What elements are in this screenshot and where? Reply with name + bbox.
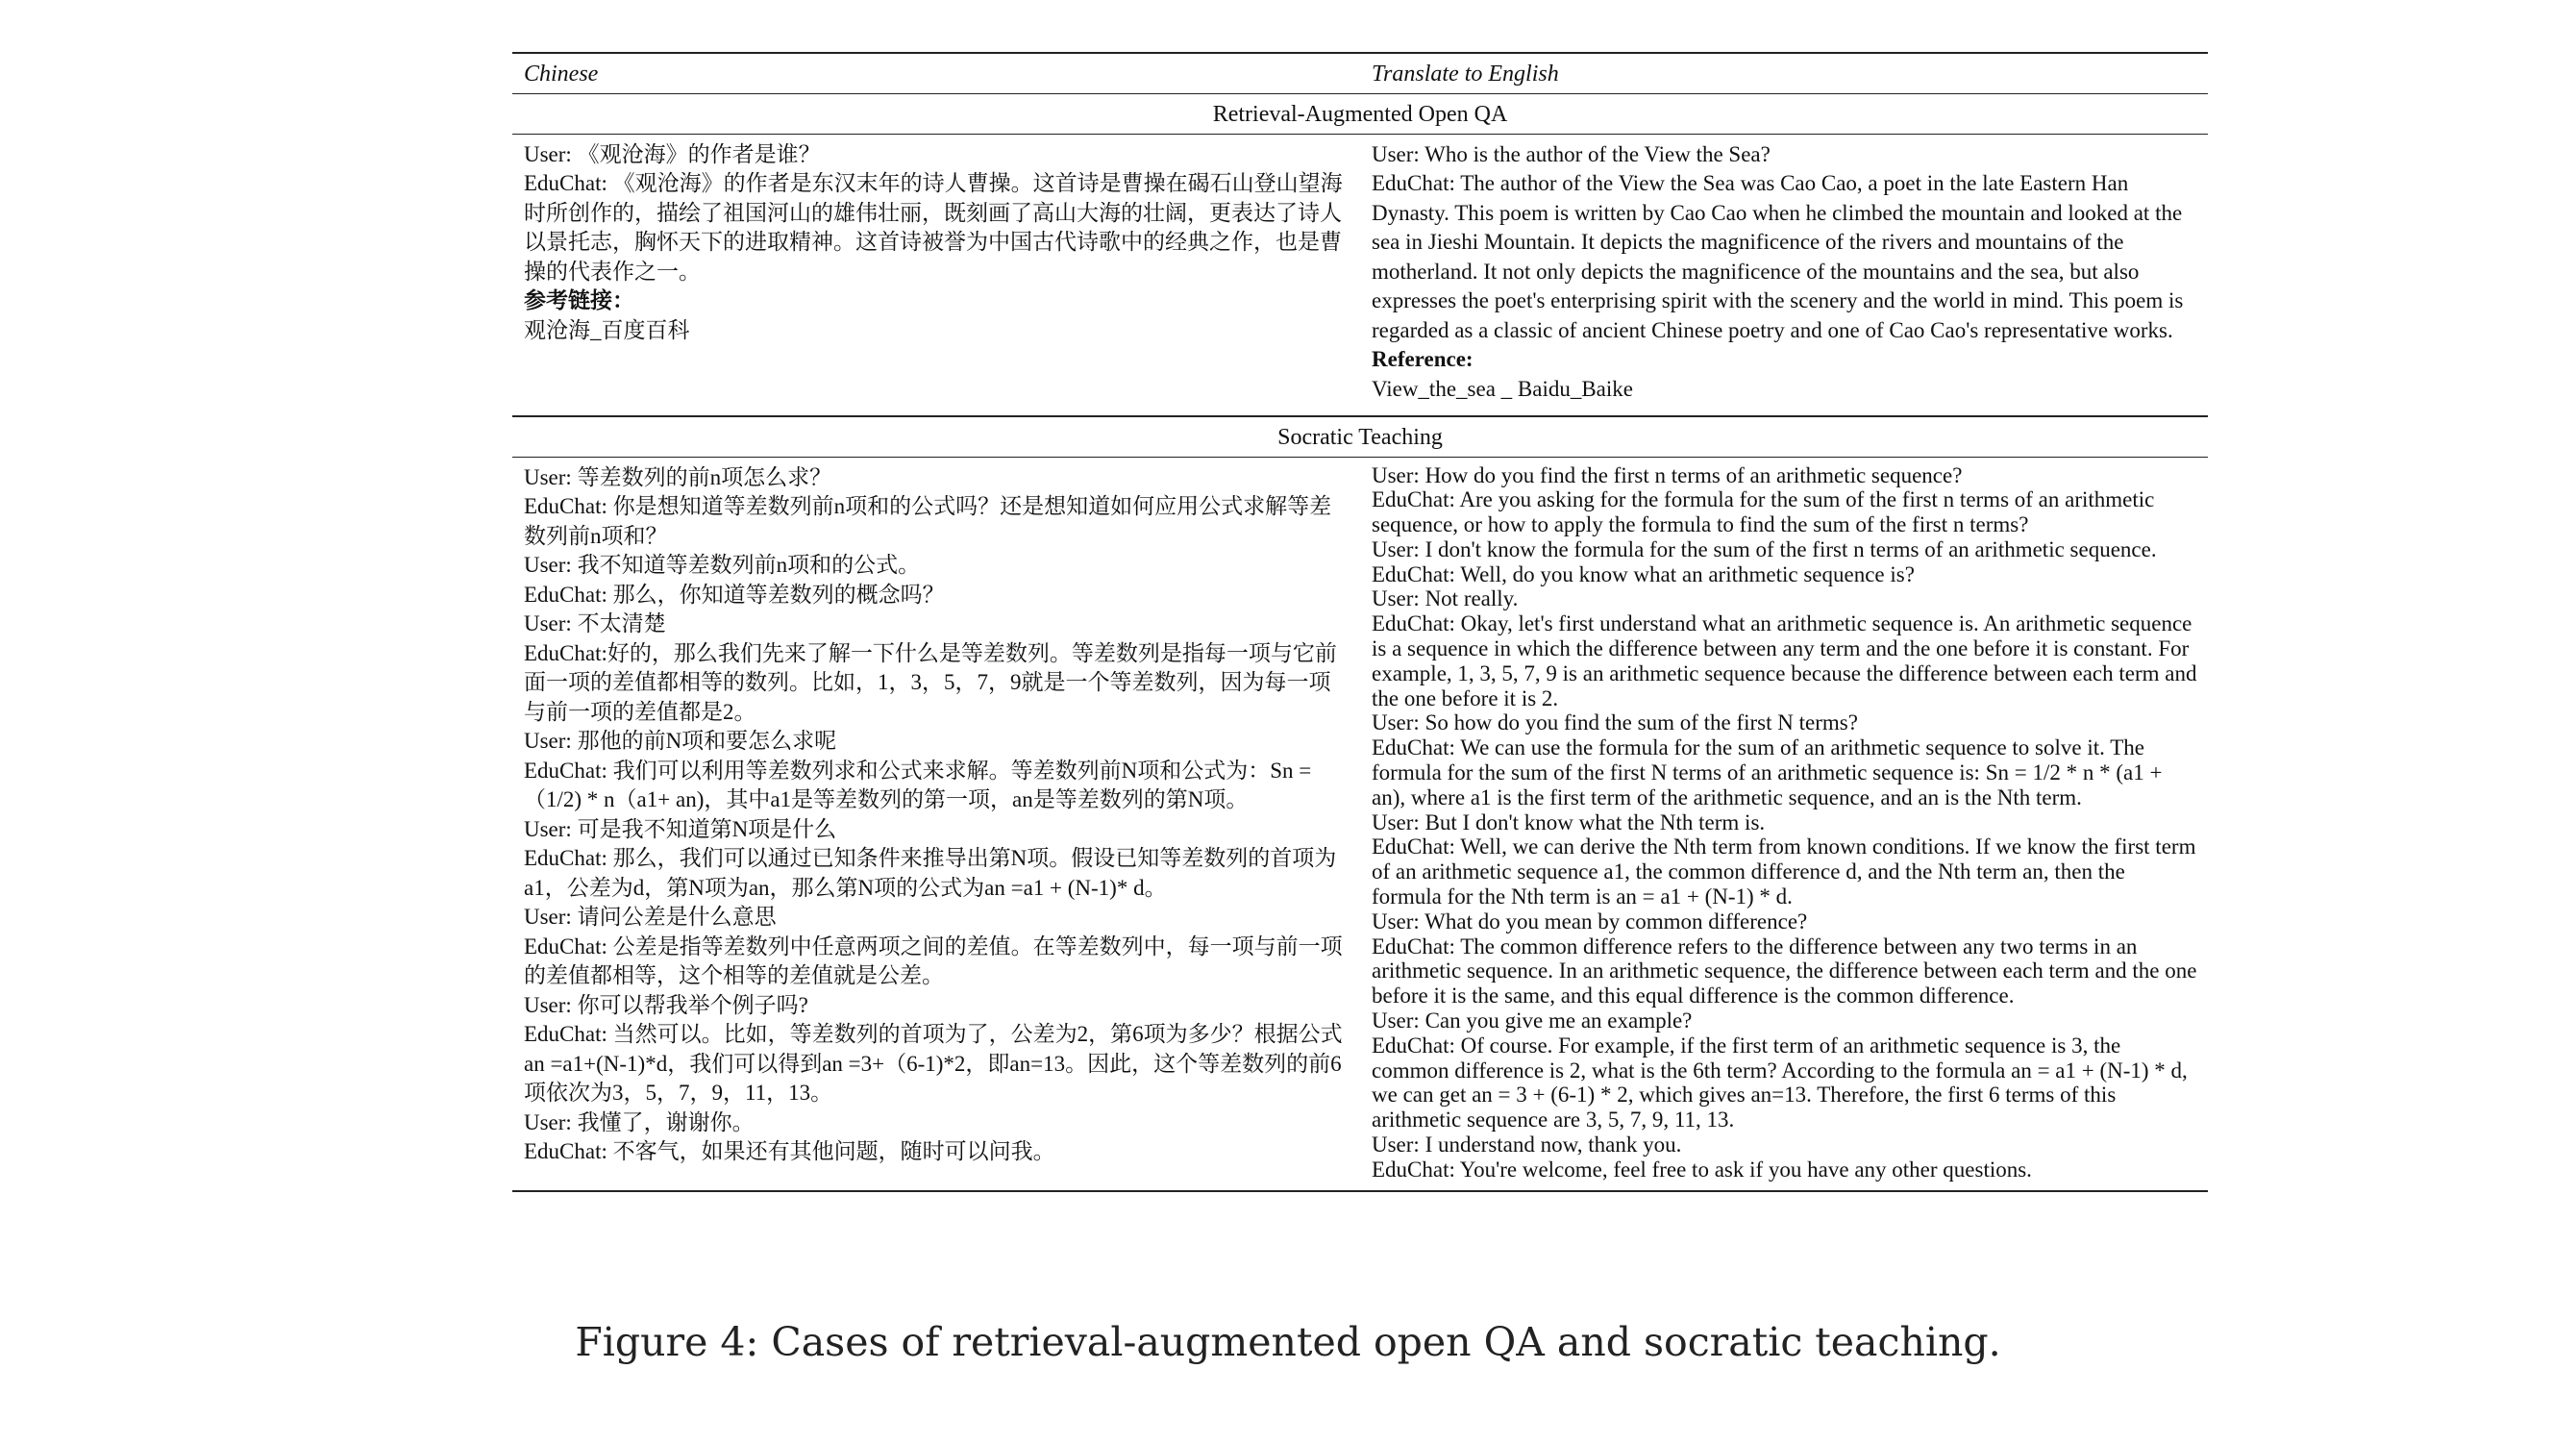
dialog-line: EduChat: You're welcome, feel free to ask if you have any other questions. (1372, 1157, 2032, 1182)
dialog-line: EduChat: Well, we can derive the Nth term from known conditions. If we know the first term of an arithmetic sequence a1, the common difference d, and the Nth term an, then the formula for the Nth term is an = a1 + (N-1) * d. (1372, 834, 2196, 909)
reference-link-english: View_the_sea _ Baidu_Baike (1372, 376, 1633, 401)
reference-label-chinese: 参考链接： (524, 288, 634, 312)
dialog-line: EduChat: Well, do you know what an arithmetic sequence is? (1372, 561, 1915, 586)
reference-link-chinese: 观沧海_百度百科 (524, 317, 690, 342)
dialog-line: EduChat: 当然可以。比如，等差数列的首项为了，公差为2，第6项为多少？根据公式an =a1+(N-1)*d，我们可以得到an =3+（6-1)*2，即an=13。因此，这个等差数列的前6项依次为3，5，7，9，11，13。 (524, 1022, 1343, 1105)
section-title-socratic: Socratic Teaching (512, 416, 2208, 457)
socratic-english-dialog (1372, 463, 2198, 1183)
dialog-line: EduChat: 公差是指等差数列中任意两项之间的差值。在等差数列中，每一项与前一项的差值都相等，这个相等的差值就是公差。 (524, 934, 1343, 987)
retrieval-chinese-dialog (524, 140, 1350, 287)
dialog-line: User: So how do you find the sum of the first N terms? (1372, 710, 1858, 735)
dialog-line: EduChat:好的，那么我们先来了解一下什么是等差数列。等差数列是指每一项与它前面一项的差值都相等的数列。比如，1，3，5，7，9就是一个等差数列，因为每一项与前一项的差值都是2。 (524, 640, 1337, 724)
socratic-chinese-cell (512, 457, 1360, 1191)
dialog-line: User: 你可以帮我举个例子吗? (524, 992, 808, 1017)
socratic-english-cell (1360, 457, 2208, 1191)
retrieval-chinese-cell (512, 134, 1360, 416)
section-title-row (512, 94, 2208, 135)
dialog-line: EduChat: The common difference refers to the difference between any two terms in an arithmetic sequence. In an arithmetic sequence, the difference between each term and the one before it is the same, and this equal difference is the common difference. (1372, 934, 2197, 1008)
dialog-line: EduChat: 我们可以利用等差数列求和公式来求解。等差数列前N项和公式为：Sn = （1/2) * n（a1+ an)，其中a1是等差数列的第一项，an是等差数列的第N项。 (524, 758, 1312, 811)
header-english: Translate to English (1360, 53, 2208, 94)
dialog-line: EduChat: Are you asking for the formula for the sum of the first n terms of an arithmetic sequence, or how to apply the formula to find the sum of the first n terms? (1372, 487, 2155, 537)
header-chinese: Chinese (512, 53, 1360, 94)
dialog-line: EduChat: 那么，你知道等差数列的概念吗？ (524, 582, 945, 607)
figure-caption: Figure 4: Cases of retrieval-augmented open QA and socratic teaching. (575, 1319, 2001, 1365)
retrieval-english-cell (1360, 134, 2208, 416)
dialog-line: User: 可是我不知道第N项是什么 (524, 816, 837, 841)
retrieval-english-dialog (1372, 140, 2198, 346)
section-title-row (512, 416, 2208, 457)
dialog-line: User: I understand now, thank you. (1372, 1133, 1682, 1158)
dialog-line: User: 《观沧海》的作者是谁？ (524, 141, 821, 166)
dialog-line: User: I don't know the formula for the sum of the first n terms of an arithmetic sequence. (1372, 536, 2157, 561)
dialog-line: User: Can you give me an example? (1372, 1008, 1693, 1033)
dialog-line: User: But I don't know what the Nth term is. (1372, 809, 1766, 834)
dialog-line: User: What do you mean by common difference? (1372, 909, 1808, 934)
dialog-line: EduChat: Of course. For example, if the first term of an arithmetic sequence is 3, the common difference is 2, what is the 6th term? According to the formula an = a1 + (N-1) * d, we can get an = 3 + (6-1) * 2, which gives an=13. Therefore, the first 6 terms of this arithmetic sequence are 3, 5, 7, 9, 11, 13. (1372, 1033, 2188, 1133)
dialog-line: User: 那他的前N项和要怎么求呢 (524, 729, 837, 753)
socratic-chinese-dialog (524, 463, 1350, 1167)
dialog-line: User: 等差数列的前n项怎么求？ (524, 464, 832, 489)
socratic-row (512, 457, 2208, 1191)
dialog-line: User: 我不知道等差数列前n项和的公式。 (524, 553, 921, 577)
dialog-line: EduChat: Okay, let's first understand what an arithmetic sequence is. An arithmetic sequence is a sequence in which the difference between any term and the one before it is constant. For example, 1, 3, 5, 7, 9 is an arithmetic sequence because the difference between each term and the one before it is 2. (1372, 611, 2197, 710)
dialog-line: EduChat: 你是想知道等差数列前n项和的公式吗？还是想知道如何应用公式求解等差数列前n项和？ (524, 494, 1332, 548)
dialog-line: User: Who is the author of the View the Sea? (1372, 141, 1771, 166)
dialog-line: EduChat: 《观沧海》的作者是东汉末年的诗人曹操。这首诗是曹操在碣石山登山望海时所创作的，描绘了祖国河山的雄伟壮丽，既刻画了高山大海的壮阔，更表达了诗人以景托志，胸怀天下的进取精神。这首诗被誉为中国古代诗歌中的经典之作，也是曹操的代表作之一。 (524, 171, 1343, 284)
dialog-line: User: 请问公差是什么意思 (524, 905, 777, 929)
cases-table (512, 52, 2208, 1192)
reference-label-english: Reference: (1372, 347, 1474, 371)
figure (512, 52, 2208, 1192)
dialog-line: EduChat: 不客气，如果还有其他问题，随时可以问我。 (524, 1139, 1055, 1163)
header-row (512, 53, 2208, 94)
section-title-retrieval: Retrieval-Augmented Open QA (512, 94, 2208, 135)
dialog-line: User: How do you find the first n terms of an arithmetic sequence? (1372, 462, 1963, 487)
retrieval-qa-row (512, 134, 2208, 416)
dialog-line: User: 不太清楚 (524, 611, 666, 635)
dialog-line: EduChat: The author of the View the Sea was Cao Cao, a poet in the late Eastern Han Dynasty. This poem is written by Cao Cao when he climbed the mountain and looked at the sea in Jieshi Mountain. It depicts the magnificence of the rivers and mountains of the motherland. It not only depicts the magnificence of the mountains and the sea, but also expresses the poet's enterprising spirit with the scenery and the world in mind. This poem is regarded as a classic of ancient Chinese poetry and one of Cao Cao's representative works. (1372, 171, 2184, 342)
dialog-line: EduChat: We can use the formula for the sum of an arithmetic sequence to solve it. The formula for the sum of the first N terms of an arithmetic sequence is: Sn = 1/2 * n * (a1 + an), where a1 is the first term of the arithmetic sequence, and an is the Nth term. (1372, 735, 2163, 809)
dialog-line: User: 我懂了，谢谢你。 (524, 1109, 755, 1134)
dialog-line: User: Not really. (1372, 586, 1519, 611)
dialog-line: EduChat: 那么，我们可以通过已知条件来推导出第N项。假设已知等差数列的首项为a1，公差为d，第N项为an，那么第N项的公式为an =a1 + (N-1)* d。 (524, 846, 1337, 900)
